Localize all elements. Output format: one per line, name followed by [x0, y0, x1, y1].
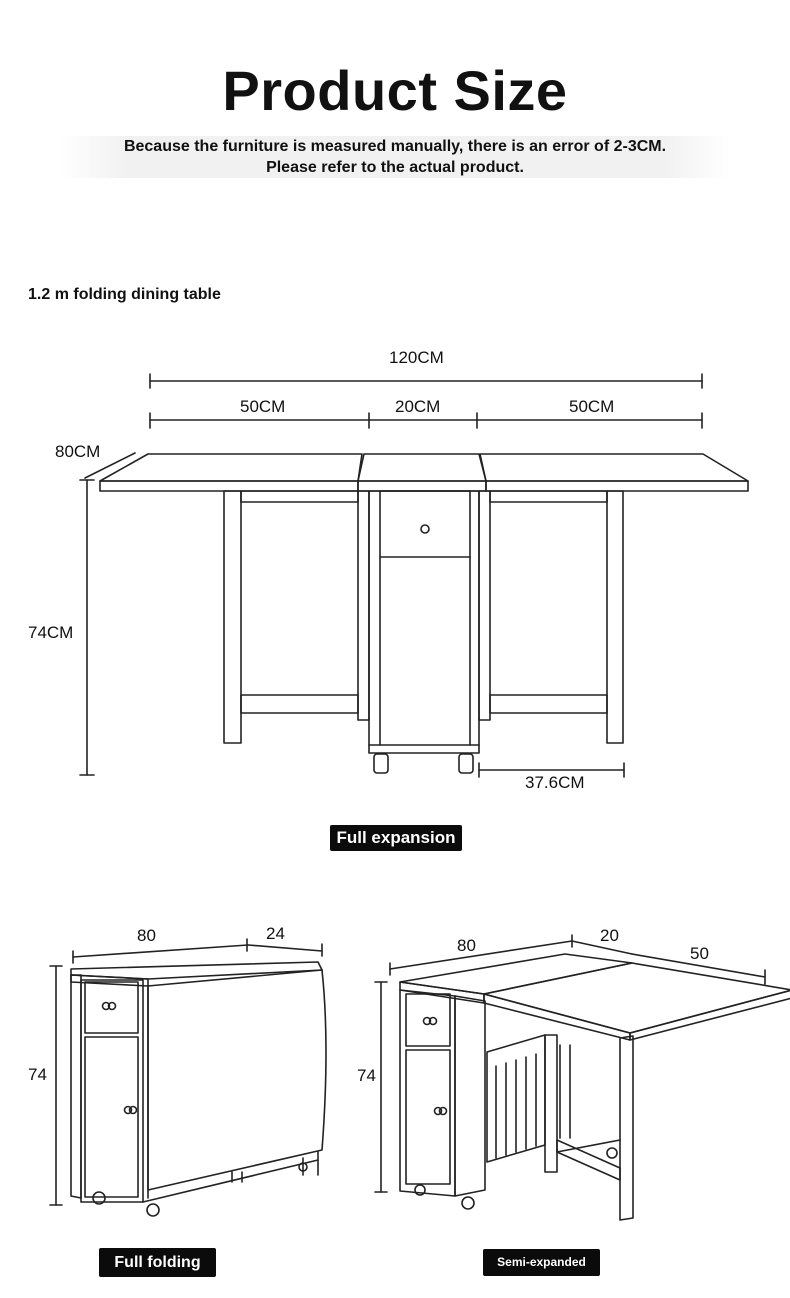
semi-height-label: 74	[357, 1066, 376, 1085]
full-folding-diagram	[50, 939, 326, 1216]
center-cabinet	[369, 491, 479, 773]
full-expansion-caption: Full expansion	[330, 825, 462, 851]
semi-expanded-diagram	[375, 935, 790, 1220]
semi-expanded-caption: Semi-expanded	[483, 1249, 600, 1276]
folding-height-label: 74	[28, 1065, 47, 1084]
model-name: 1.2 m folding dining table	[28, 286, 221, 303]
leg-span-label: 37.6CM	[525, 773, 585, 792]
full-folding-caption: Full folding	[99, 1248, 216, 1277]
note-line-1: Because the furniture is measured manually, there is an error of 2-3CM.	[123, 138, 667, 155]
folding-depth-label: 24	[266, 924, 285, 943]
semi-width-label: 80	[457, 936, 476, 955]
semi-leaf-label: 50	[690, 944, 709, 963]
page-title: Product Size	[222, 59, 568, 122]
center-width-label: 20CM	[395, 397, 441, 416]
height-label: 74CM	[28, 623, 74, 642]
table-top	[100, 454, 748, 491]
semi-center-label: 20	[600, 926, 619, 945]
folding-width-label: 80	[137, 926, 156, 945]
right-leaf-label: 50CM	[569, 397, 615, 416]
left-leaf-label: 50CM	[240, 397, 286, 416]
dimension-lines	[80, 374, 702, 777]
note-line-2: Please refer to the actual product.	[266, 159, 524, 176]
depth-label: 80CM	[55, 442, 101, 461]
left-leg-frame	[224, 491, 369, 743]
total-width-label: 120CM	[389, 348, 444, 367]
right-leg-frame	[479, 491, 623, 743]
